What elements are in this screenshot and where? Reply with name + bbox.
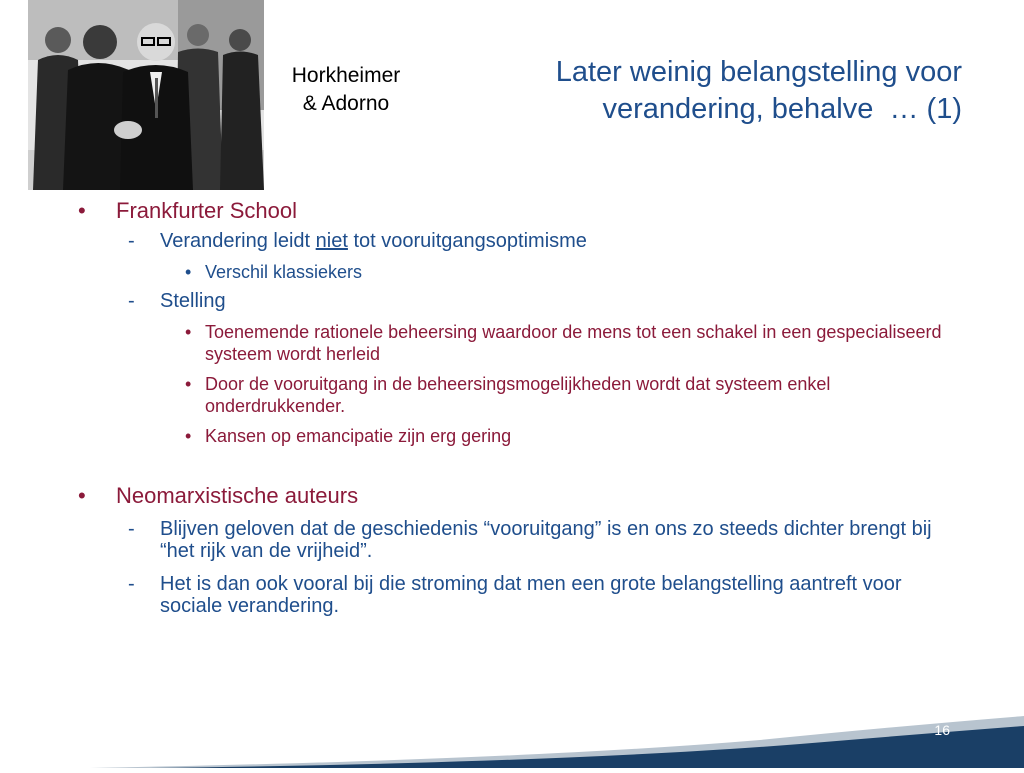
footer-wave <box>0 708 1024 768</box>
text-pre: Verandering leidt <box>160 230 316 252</box>
bullet-marker: • <box>78 198 86 223</box>
dash-marker: - <box>128 518 135 540</box>
bullet-marker: • <box>185 322 192 342</box>
dash-marker: - <box>128 230 135 252</box>
caption-line-1: Horkheimer <box>291 64 401 87</box>
dash-marker: - <box>128 290 135 312</box>
bullet-neomarxistische-auteurs: Neomarxistische auteurs <box>116 483 359 508</box>
title-line-2: verandering, behalve … (1) <box>602 93 962 125</box>
bullet-verschil-klassiekers: Verschil klassiekers <box>205 262 363 282</box>
dash-marker: - <box>128 573 135 595</box>
bullet-marker: • <box>185 374 192 394</box>
bullet-marker: • <box>185 426 192 446</box>
bullet-marker: • <box>185 262 192 282</box>
bullet-blijven-geloven: Blijven geloven dat de geschiedenis “vooruitgang” is en ons zo steeds dichter brengt bij “het rijk van de vrijheid”. <box>160 518 932 562</box>
bullet-verandering <box>160 230 960 252</box>
bullet-vooruitgang-onderdrukkender: Door de vooruitgang in de beheersingsmogelijkheden wordt dat systeem enkel onderdrukkender. <box>205 374 831 416</box>
footer-band <box>0 708 1024 768</box>
photo-illustration <box>28 0 264 190</box>
text-underlined: niet <box>315 230 348 252</box>
bullet-belangstelling-sociale-verandering: Het is dan ook vooral bij die stroming dat men een grote belangstelling aantreft voor sociale verandering. <box>160 573 902 617</box>
bullet-marker: • <box>78 483 86 508</box>
text-post: tot vooruitgangsoptimisme <box>347 230 587 252</box>
title-line-1: Later weinig belangstelling voor <box>555 56 962 88</box>
bullet-frankfurter-school: Frankfurter School <box>116 198 297 223</box>
caption-line-2: & Adorno <box>302 92 390 115</box>
horkheimer-adorno-photo <box>28 0 264 190</box>
bullet-kansen-emancipatie: Kansen op emancipatie zijn erg gering <box>205 426 512 446</box>
photo-caption <box>266 62 426 118</box>
bullet-toenemende-beheersing: Toenemende rationele beheersing waardoor de mens tot een schakel in een gespecialiseerd systeem wordt herleid <box>205 322 942 364</box>
bullet-stelling: Stelling <box>160 290 226 312</box>
slide-title <box>430 54 962 128</box>
page-number: 16 <box>934 722 950 738</box>
